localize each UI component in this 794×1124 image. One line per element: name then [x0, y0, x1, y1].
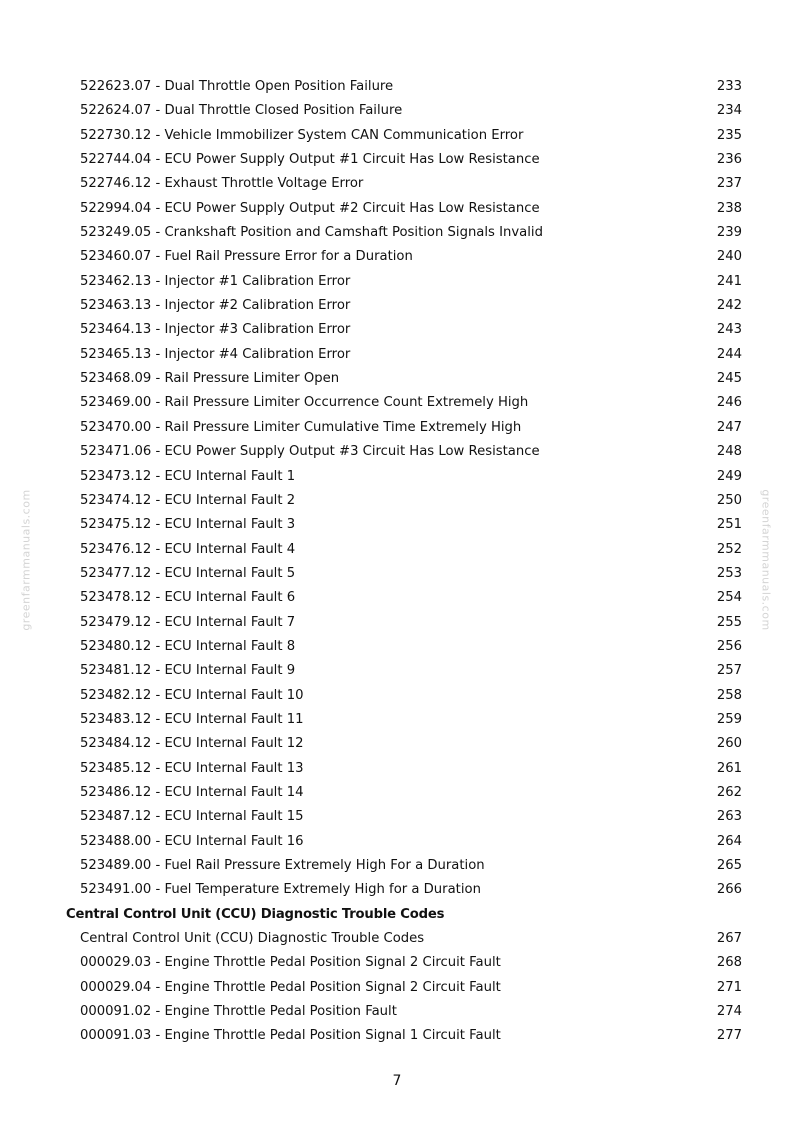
toc-entry-title: 523487.12 - ECU Internal Fault 15 [80, 809, 304, 825]
page-number: 7 [392, 1073, 402, 1089]
toc-entry-page-number: 247 [716, 419, 742, 435]
toc-entry-page-number: 238 [716, 200, 742, 216]
toc-entry-page-number: 240 [716, 249, 742, 265]
toc-entry-page-number: 237 [716, 176, 742, 192]
toc-entry[interactable] [0, 343, 794, 367]
toc-entry[interactable] [0, 854, 794, 878]
toc-entry[interactable] [0, 830, 794, 854]
toc-entry-page-number: 236 [716, 152, 742, 168]
toc-entry[interactable] [0, 416, 794, 440]
table-of-contents [0, 75, 794, 1049]
toc-entry-title: 523477.12 - ECU Internal Fault 5 [80, 565, 296, 581]
toc-entry-title: 523486.12 - ECU Internal Fault 14 [80, 784, 304, 800]
toc-entry-page-number: 251 [716, 517, 742, 533]
toc-entry[interactable] [0, 440, 794, 464]
toc-entry-page-number: 263 [716, 809, 742, 825]
toc-entry-title: 523489.00 - Fuel Rail Pressure Extremely High For a Duration [80, 858, 485, 873]
toc-entry[interactable] [0, 245, 794, 269]
toc-entry[interactable] [0, 635, 794, 659]
toc-entry[interactable] [0, 197, 794, 221]
toc-entry-title: 523474.12 - ECU Internal Fault 2 [80, 492, 296, 508]
toc-entry[interactable] [0, 294, 794, 318]
toc-entry-title: 523470.00 - Rail Pressure Limiter Cumulative Time Extremely High [80, 419, 522, 435]
toc-entry-page-number: 258 [716, 687, 742, 703]
toc-entry[interactable] [0, 172, 794, 196]
toc-entry-page-number: 257 [716, 663, 742, 679]
toc-entry[interactable] [0, 538, 794, 562]
toc-entry-title: 523483.12 - ECU Internal Fault 11 [80, 711, 304, 727]
toc-entry-page-number: 252 [716, 541, 742, 557]
toc-entry[interactable] [0, 148, 794, 172]
toc-entry-title: 523462.13 - Injector #1 Calibration Error [80, 273, 351, 289]
toc-entry-title: 000091.02 - Engine Throttle Pedal Position Fault [80, 1004, 397, 1020]
toc-entry-page-number: 256 [716, 638, 742, 654]
toc-entry[interactable] [0, 562, 794, 586]
watermark-right: greenfarmmanuals.com [759, 489, 773, 631]
toc-entry[interactable] [0, 221, 794, 245]
toc-entry-title: 523473.12 - ECU Internal Fault 1 [80, 468, 296, 484]
toc-entry[interactable] [0, 805, 794, 829]
toc-entry-title: 523469.00 - Rail Pressure Limiter Occurrence Count Extremely High [80, 395, 529, 411]
toc-entry[interactable] [0, 270, 794, 294]
toc-entry[interactable] [0, 684, 794, 708]
toc-entry-title: 523479.12 - ECU Internal Fault 7 [80, 614, 296, 630]
toc-entry-page-number: 267 [716, 931, 742, 947]
toc-entry-page-number: 254 [716, 590, 742, 606]
toc-entry-page-number: 274 [716, 1004, 742, 1020]
toc-entry-title: Central Control Unit (CCU) Diagnostic Trouble Codes [66, 906, 445, 922]
toc-entry[interactable] [0, 927, 794, 951]
toc-entry-title: 523485.12 - ECU Internal Fault 13 [80, 760, 304, 776]
toc-entry-title: 523464.13 - Injector #3 Calibration Error [80, 322, 351, 338]
toc-entry-title: 523484.12 - ECU Internal Fault 12 [80, 736, 304, 752]
toc-entry-page-number: 244 [716, 346, 742, 362]
toc-entry-title: 523463.13 - Injector #2 Calibration Error [80, 298, 351, 314]
toc-entry-page-number: 241 [716, 273, 742, 289]
toc-section-heading [0, 903, 794, 927]
toc-entry[interactable] [0, 1024, 794, 1048]
toc-entry-title: 523471.06 - ECU Power Supply Output #3 Circuit Has Low Resistance [80, 444, 540, 460]
toc-entry[interactable] [0, 586, 794, 610]
toc-entry-page-number: 253 [716, 565, 742, 581]
toc-entry-title: Central Control Unit (CCU) Diagnostic Trouble Codes [80, 931, 425, 947]
toc-entry-title: 522744.04 - ECU Power Supply Output #1 Circuit Has Low Resistance [80, 152, 540, 168]
toc-entry[interactable] [0, 75, 794, 99]
toc-entry-title: 523491.00 - Fuel Temperature Extremely High for a Duration [80, 882, 481, 898]
toc-entry-title: 523478.12 - ECU Internal Fault 6 [80, 590, 296, 606]
toc-entry-page-number: 268 [716, 955, 742, 971]
toc-entry[interactable] [0, 757, 794, 781]
toc-entry-page-number: 265 [716, 858, 742, 873]
toc-entry-page-number: 259 [716, 711, 742, 727]
toc-entry[interactable] [0, 611, 794, 635]
toc-entry-title: 523465.13 - Injector #4 Calibration Error [80, 346, 351, 362]
toc-entry-title: 523249.05 - Crankshaft Position and Camshaft Position Signals Invalid [80, 225, 543, 241]
toc-entry-page-number: 248 [716, 444, 742, 460]
toc-entry-title: 000091.03 - Engine Throttle Pedal Position Signal 1 Circuit Fault [80, 1028, 501, 1044]
toc-entry-page-number: 277 [716, 1028, 742, 1044]
toc-entry-title: 523482.12 - ECU Internal Fault 10 [80, 687, 304, 703]
toc-entry-page-number: 246 [716, 395, 742, 411]
toc-entry-page-number: 262 [716, 784, 742, 800]
toc-entry[interactable] [0, 318, 794, 342]
toc-entry[interactable] [0, 781, 794, 805]
toc-entry[interactable] [0, 124, 794, 148]
toc-entry[interactable] [0, 99, 794, 123]
toc-entry-page-number: 233 [716, 79, 742, 94]
toc-entry-page-number: 235 [716, 127, 742, 143]
toc-entry-title: 000029.03 - Engine Throttle Pedal Position Signal 2 Circuit Fault [80, 955, 501, 971]
toc-entry-title: 523481.12 - ECU Internal Fault 9 [80, 663, 296, 679]
toc-entry-page-number: 266 [716, 882, 742, 898]
toc-entry-title: 522746.12 - Exhaust Throttle Voltage Error [80, 176, 364, 192]
toc-entry-title: 523488.00 - ECU Internal Fault 16 [80, 833, 304, 849]
toc-entry-title: 522994.04 - ECU Power Supply Output #2 Circuit Has Low Resistance [80, 200, 540, 216]
toc-entry-page-number: 239 [716, 225, 742, 241]
toc-entry-page-number: 245 [716, 371, 742, 387]
toc-entry-title: 522624.07 - Dual Throttle Closed Position Failure [80, 103, 403, 119]
toc-entry[interactable] [0, 951, 794, 975]
toc-entry-title: 523468.09 - Rail Pressure Limiter Open [80, 371, 340, 387]
toc-entry[interactable] [0, 489, 794, 513]
toc-entry-page-number: 271 [716, 979, 742, 995]
watermark-left: greenfarmmanuals.com [19, 489, 33, 631]
toc-entry[interactable] [0, 367, 794, 391]
toc-entry-page-number: 255 [716, 614, 742, 630]
toc-entry[interactable] [0, 976, 794, 1000]
toc-entry-page-number: 261 [716, 760, 742, 776]
toc-entry-title: 522730.12 - Vehicle Immobilizer System CAN Communication Error [80, 127, 524, 143]
toc-entry-page-number: 264 [716, 833, 742, 849]
toc-entry[interactable] [0, 513, 794, 537]
toc-entry-page-number: 250 [716, 492, 742, 508]
toc-entry[interactable] [0, 465, 794, 489]
toc-entry-title: 522623.07 - Dual Throttle Open Position Failure [80, 79, 394, 94]
toc-entry-title: 523460.07 - Fuel Rail Pressure Error for a Duration [80, 249, 413, 265]
toc-entry[interactable] [0, 391, 794, 415]
toc-entry-title: 523476.12 - ECU Internal Fault 4 [80, 541, 296, 557]
toc-entry-title: 000029.04 - Engine Throttle Pedal Position Signal 2 Circuit Fault [80, 979, 501, 995]
toc-entry[interactable] [0, 659, 794, 683]
toc-entry-page-number: 249 [716, 468, 742, 484]
toc-entry-title: 523475.12 - ECU Internal Fault 3 [80, 517, 296, 533]
toc-entry[interactable] [0, 732, 794, 756]
toc-entry[interactable] [0, 878, 794, 902]
toc-entry-title: 523480.12 - ECU Internal Fault 8 [80, 638, 296, 654]
toc-entry[interactable] [0, 708, 794, 732]
toc-entry-page-number: 242 [716, 298, 742, 314]
toc-entry-page-number: 234 [716, 103, 742, 119]
toc-entry[interactable] [0, 1000, 794, 1024]
toc-entry-page-number: 243 [716, 322, 742, 338]
toc-entry-page-number: 260 [716, 736, 742, 752]
